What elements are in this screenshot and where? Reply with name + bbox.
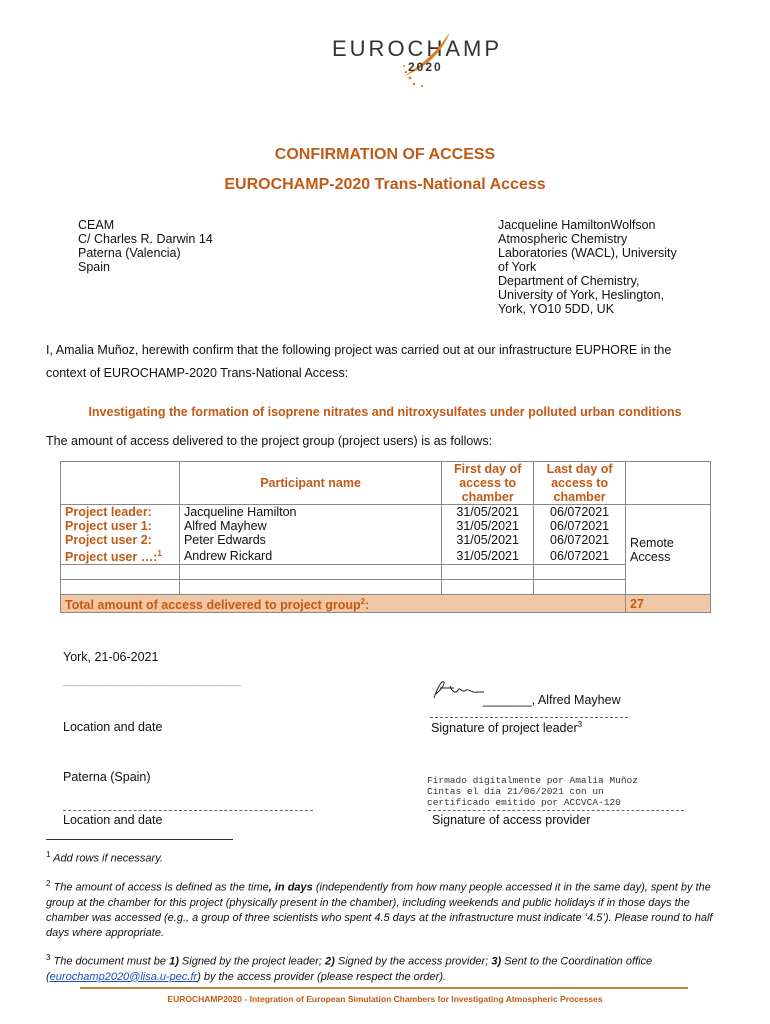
footnote-2-bold: , in days: [268, 881, 313, 894]
table-header-participant: Participant name: [179, 462, 441, 505]
total-colon: :: [365, 598, 370, 613]
access-table: [60, 461, 711, 613]
leader-signature-label: Signature of project leader: [431, 721, 578, 736]
table-header-last-day: Last day of access to chamber: [534, 462, 626, 505]
total-label-cell: [61, 595, 626, 613]
table-row-empty: [61, 565, 711, 580]
footnote-mark: 1: [46, 850, 51, 859]
footnote-mark: 2: [46, 879, 51, 888]
row-last-day: 06/072021: [534, 547, 626, 565]
coordination-email-link[interactable]: eurochamp2020@lisa.u-pec.fr: [49, 970, 198, 983]
footnote-3-text: Sent to the Coordination office (: [46, 955, 653, 983]
row-name: Alfred Mayhew: [179, 519, 441, 533]
footnote-3-text: The document must be: [53, 955, 170, 968]
document-subtitle: EUROCHAMP-2020 Trans-National Access: [224, 176, 546, 193]
row-name: Andrew Rickard: [179, 547, 441, 565]
access-mode-text: Remote Access: [630, 535, 674, 564]
footnote-3-text: ) by the access provider (please respect the order).: [197, 970, 447, 983]
digital-signature-line: Cintas el día 21/06/2021 con un: [427, 786, 604, 797]
empty-cell: [442, 580, 534, 595]
empty-cell: [61, 580, 180, 595]
row-role: Project user 2:: [61, 533, 180, 547]
total-label: Total amount of access delivered to project group: [65, 598, 361, 613]
footnote-1-text: Add rows if necessary.: [53, 852, 163, 865]
user-address-line: Laboratories (WACL), University: [498, 246, 677, 260]
signer-name: _______, Alfred Mayhew: [483, 693, 621, 707]
table-header-first-day: First day of access to chamber: [442, 462, 534, 505]
provider-signature-label: Signature of access provider: [432, 813, 591, 827]
provider-place: Paterna (Spain): [63, 770, 151, 784]
user-address-line: of York: [498, 260, 537, 274]
row-first-day: 31/05/2021: [442, 505, 534, 520]
row-role: Project user …:: [65, 550, 158, 565]
row-last-day: 06/072021: [534, 505, 626, 520]
intro-line: I, Amalia Muñoz, herewith confirm that the following project was carried out at our infrastructure EUPHORE in the: [46, 343, 672, 357]
user-location-label: Location and date: [63, 720, 163, 734]
user-place-date: York, 21-06-2021: [63, 650, 159, 664]
footnote-2-text: The amount of access is defined as the time: [53, 881, 269, 894]
intro-line: context of EUROCHAMP-2020 Trans-National Access:: [46, 366, 349, 380]
row-role-cell: [61, 547, 180, 565]
digital-signature: [427, 775, 638, 808]
user-address-line: Atmospheric Chemistry: [498, 232, 628, 246]
footnote-2-text-rest: (independently from how many people accessed it in the same day), spent by the group at the chamber for this project (physically present in the chamber), including weekends and public holidays if in those days the chamber was accessed (e.g., a group of three scientists who spent 4.5 days at the infrastructure must indicate ‘4.5’). Please round to half days where appropriate.: [46, 881, 713, 939]
digital-signature-line: certificado emitido por ACCVCA-120: [427, 797, 621, 808]
provider-address-line: Spain: [78, 260, 110, 274]
row-role: Project user 1:: [61, 519, 180, 533]
logo-name: EUROCHAMP: [332, 36, 503, 61]
digital-signature-line: Firmado digitalmente por Amalia Muñoz: [427, 775, 638, 786]
row-name: Jacqueline Hamilton: [179, 505, 441, 520]
project-title: Investigating the formation of isoprene nitrates and nitroxysulfates under polluted urban conditions: [88, 405, 682, 419]
table-header-role: [61, 462, 180, 505]
logo-year: 2020: [408, 60, 443, 74]
footer-rule: [80, 987, 688, 989]
footnote-3-step: 3): [491, 955, 502, 968]
footnote-3: [46, 950, 724, 985]
table-total-row: [61, 595, 711, 613]
leader-signature-line: [430, 717, 628, 718]
footnote-3-text: Signed by the access provider;: [334, 955, 492, 968]
user-address-line: Department of Chemistry,: [498, 274, 640, 288]
total-value: 27: [626, 595, 711, 613]
table-header-row: [61, 462, 711, 505]
row-name: Peter Edwards: [179, 533, 441, 547]
footnote-ref: 1: [157, 549, 162, 558]
table-row: [61, 505, 711, 520]
row-first-day: 31/05/2021: [442, 519, 534, 533]
footnote-2: [46, 876, 724, 941]
provider-location-line: [63, 810, 313, 811]
access-mode: [626, 505, 711, 595]
footnote-mark: 3: [46, 953, 51, 962]
amount-intro: The amount of access delivered to the project group (project users) is as follows:: [46, 434, 493, 448]
user-address-line: University of York, Heslington,: [498, 288, 665, 302]
table-row-empty: [61, 580, 711, 595]
table-row: [61, 547, 711, 565]
intro-paragraph: [46, 339, 671, 385]
user-address-line: Jacqueline HamiltonWolfson: [498, 218, 656, 232]
table-header-mode: [626, 462, 711, 505]
empty-cell: [179, 580, 441, 595]
user-address: [498, 218, 677, 316]
empty-cell: [534, 580, 626, 595]
document-title: CONFIRMATION OF ACCESS: [274, 146, 496, 163]
footnote-3-text: Signed by the project leader;: [178, 955, 326, 968]
footnote-ref: 2: [360, 597, 366, 607]
provider-address-line: C/ Charles R. Darwin 14: [78, 232, 213, 246]
row-role: Project leader:: [61, 505, 180, 520]
empty-cell: [442, 565, 534, 580]
footnote-3-step: 1): [169, 955, 179, 968]
table-row: [61, 519, 711, 533]
row-first-day: 31/05/2021: [442, 533, 534, 547]
provider-location-label: Location and date: [63, 813, 163, 827]
provider-address: [78, 218, 213, 274]
user-address-line: York, YO10 5DD, UK: [498, 302, 615, 316]
leader-signature-label-wrap: [431, 720, 582, 735]
row-first-day: 31/05/2021: [442, 547, 534, 565]
row-last-day: 06/072021: [534, 533, 626, 547]
footnote-1: [46, 847, 726, 867]
footnote-3-step: 2): [325, 955, 335, 968]
provider-address-line: CEAM: [78, 218, 115, 232]
provider-address-line: Paterna (Valencia): [78, 246, 181, 260]
footnote-separator: [46, 839, 233, 840]
logo: [328, 28, 503, 90]
footer-text: EUROCHAMP2020 - Integration of European Simulation Chambers for Investigating Atmospheric Processes: [167, 994, 603, 1004]
row-last-day: 06/072021: [534, 519, 626, 533]
user-place-dashes: ________________________________: [63, 676, 241, 687]
table-row: [61, 533, 711, 547]
empty-cell: [534, 565, 626, 580]
empty-cell: [179, 565, 441, 580]
handwritten-signature: [428, 676, 488, 704]
empty-cell: [61, 565, 180, 580]
provider-signature-line: [428, 810, 684, 811]
footnote-ref: 3: [577, 720, 583, 729]
logo-swoosh-icon: [398, 28, 458, 90]
